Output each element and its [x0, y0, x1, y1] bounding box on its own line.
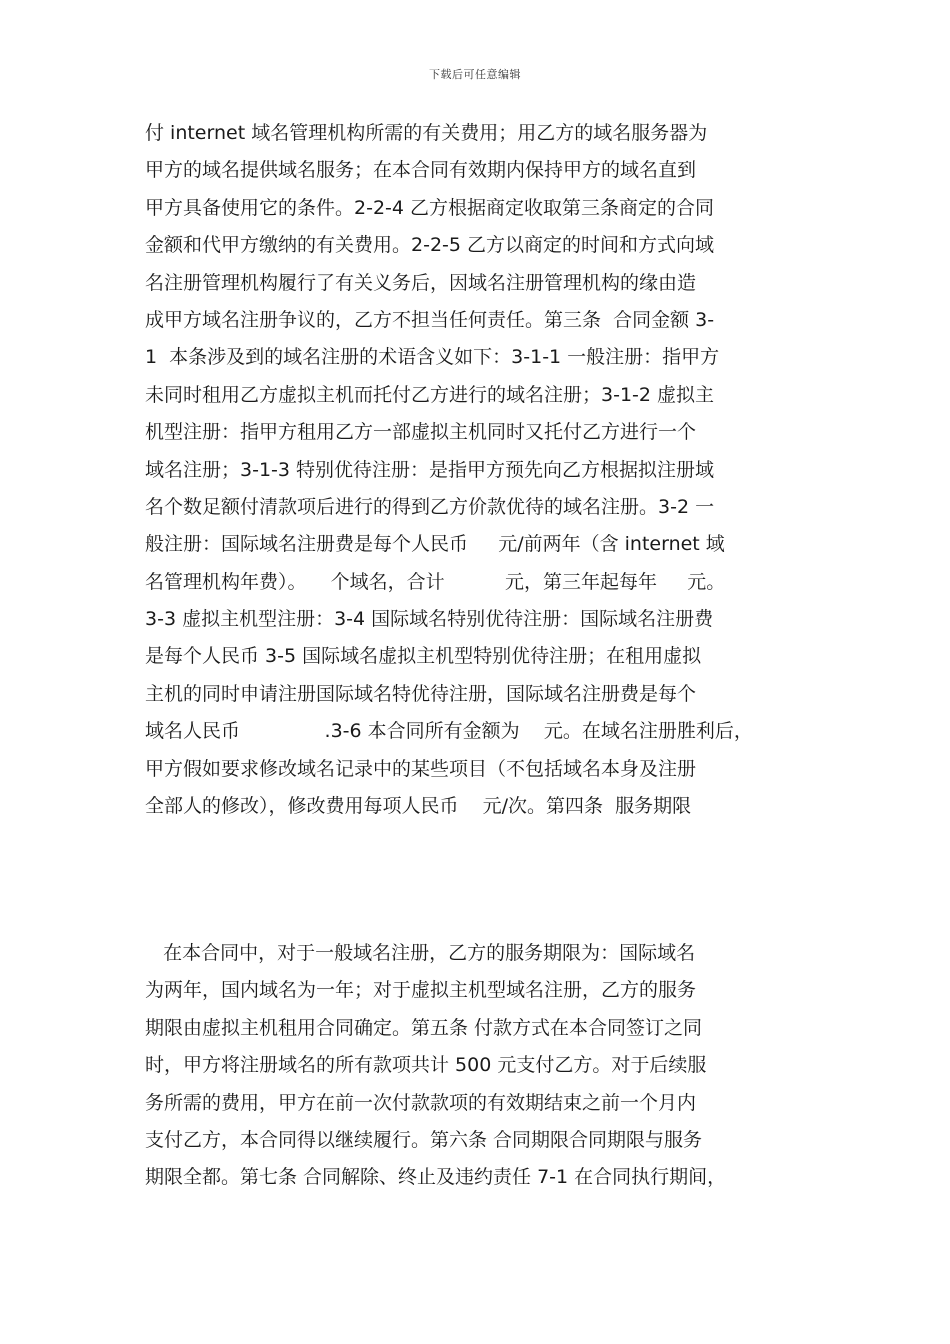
text-line: 成甲方域名注册争议的，乙方不担当任何责任。第三条 合同金额 3- [145, 308, 715, 331]
text-line: 务所需的费用，甲方在前一次付款款项的有效期结束之前一个月内 [145, 1091, 697, 1114]
text-line: 期限全都。第七条 合同解除、终止及违约责任 7-1 在合同执行期间， [145, 1166, 727, 1189]
text-line: 3-3 虚拟主机型注册：3-4 国际域名特别优待注册：国际域名注册费 [145, 608, 714, 631]
text-line: 甲方具备使用它的条件。2-2-4 乙方根据商定收取第三条商定的合同 [145, 196, 715, 219]
text-line: 般注册：国际域名注册费是每个人民币 元/前两年（含 internet 域 [145, 533, 725, 556]
text-line: 名个数足额付清款项后进行的得到乙方价款优待的域名注册。3-2 一 [145, 495, 715, 518]
text-line: 金额和代甲方缴纳的有关费用。2-2-5 乙方以商定的时间和方式向域 [145, 234, 715, 257]
text-line: 1 本条涉及到的域名注册的术语含义如下：3-1-1 一般注册：指甲方 [145, 346, 720, 369]
text-line: 机型注册：指甲方租用乙方一部虚拟主机同时又托付乙方进行一个 [145, 421, 697, 444]
text-line: 域名人民币 .3-6 本合同所有金额为 元。在域名注册胜利后， [145, 720, 753, 743]
body-paragraph-2 [145, 935, 810, 1197]
text-line: 付 internet 域名管理机构所需的有关费用；用乙方的域名服务器为 [145, 122, 708, 144]
text-line: 未同时租用乙方虚拟主机而托付乙方进行的域名注册；3-1-2 虚拟主 [145, 383, 715, 406]
body-paragraph-1 [145, 115, 810, 825]
text-line: 名管理机构年费）。 个域名，合计 元，第三年起每年 元。 [145, 570, 726, 593]
text-line: 支付乙方，本合同得以继续履行。第六条 合同期限合同期限与服务 [145, 1128, 703, 1151]
text-line: 期限由虚拟主机租用合同确定。第五条 付款方式在本合同签订之同 [145, 1016, 703, 1039]
text-line: 为两年，国内域名为一年；对于虚拟主机型域名注册，乙方的服务 [145, 979, 697, 1002]
text-line: 全部人的修改），修改费用每项人民币 元/次。第四条 服务期限 [145, 795, 692, 818]
text-line: 是每个人民币 3-5 国际域名虚拟主机型特别优待注册；在租用虚拟 [145, 645, 702, 668]
text-line: 主机的同时申请注册国际域名特优待注册，国际域名注册费是每个 [145, 682, 697, 705]
text-line: 名注册管理机构履行了有关义务后，因域名注册管理机构的缘由造 [145, 271, 697, 294]
page-header: 下载后可任意编辑 [429, 68, 521, 81]
text-line: 时，甲方将注册域名的所有款项共计 500 元支付乙方。对于后续服 [145, 1054, 707, 1077]
text-line: 甲方的域名提供域名服务；在本合同有效期内保持甲方的域名直到 [145, 159, 697, 182]
text-line: 在本合同中，对于一般域名注册，乙方的服务期限为：国际域名 [145, 942, 696, 964]
text-line: 域名注册；3-1-3 特别优待注册：是指甲方预先向乙方根据拟注册域 [145, 458, 715, 481]
text-line: 甲方假如要求修改域名记录中的某些项目（不包括域名本身及注册 [145, 757, 697, 780]
